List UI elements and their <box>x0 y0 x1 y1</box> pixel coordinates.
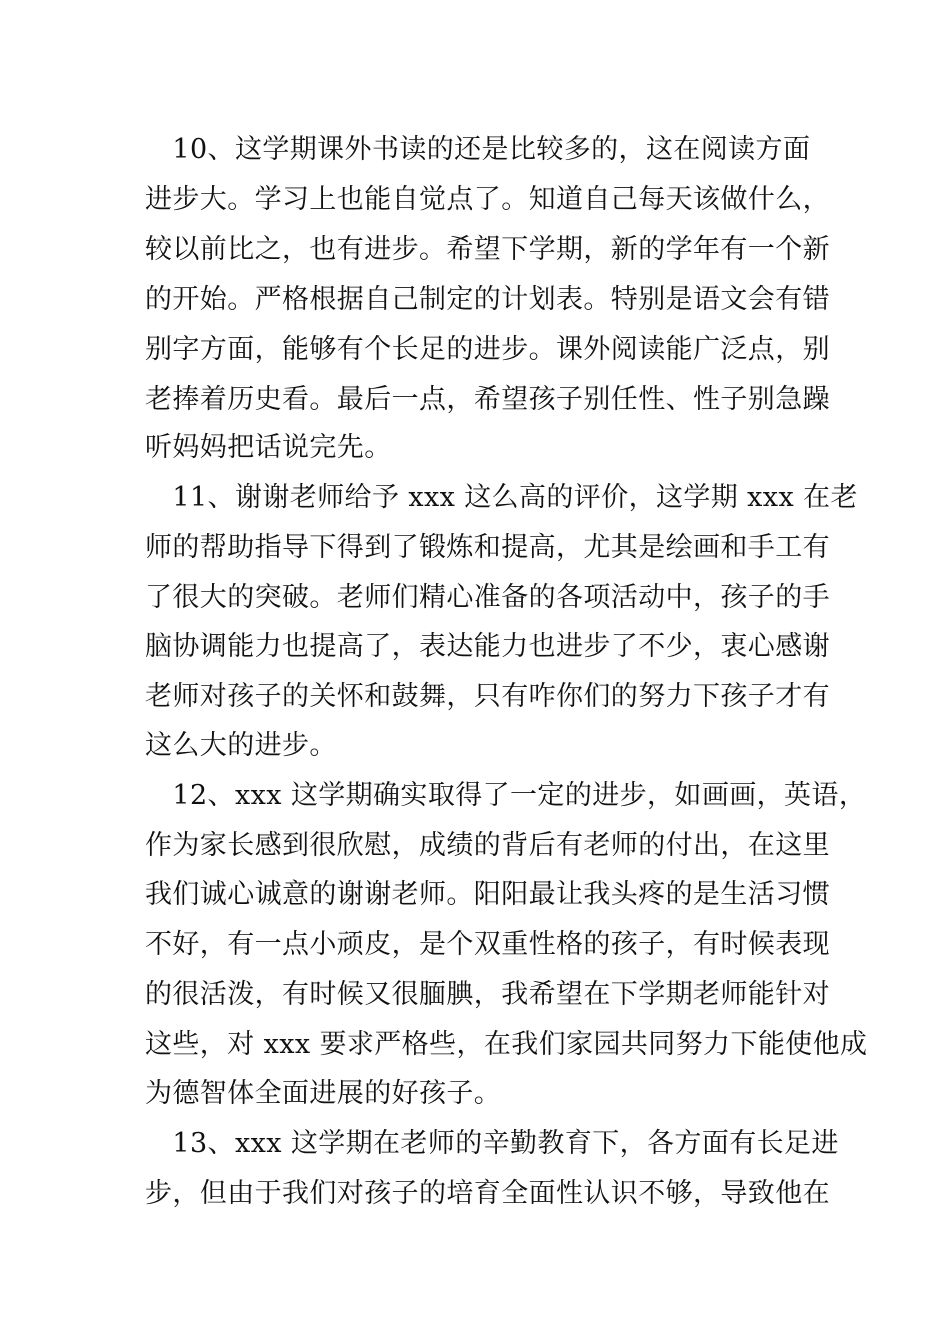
text-line: 10、这学期课外书读的还是比较多的，这在阅读方面 <box>145 134 811 165</box>
text-line: 进步大。学习上也能自觉点了。知道自己每天该做什么， <box>145 184 830 215</box>
text-line: 听妈妈把话说完先。 <box>145 432 392 463</box>
text-line: 老捧着历史看。最后一点，希望孩子别任性、性子别急躁 <box>145 384 830 415</box>
text-line: 不好，有一点小顽皮，是个双重性格的孩子，有时候表现 <box>145 929 830 960</box>
text-line: 别字方面，能够有个长足的进步。课外阅读能广泛点，别 <box>145 334 830 365</box>
text-line: 我们诚心诚意的谢谢老师。阳阳最让我头疼的是生活习惯 <box>145 879 830 910</box>
text-line: 为德智体全面进展的好孩子。 <box>145 1078 502 1109</box>
text-line: 11、谢谢老师给予 xxx 这么高的评价，这学期 xxx 在老 <box>145 482 858 513</box>
text-line: 这些，对 xxx 要求严格些，在我们家园共同努力下能使他成 <box>145 1029 868 1060</box>
text-line: 师的帮助指导下得到了锻炼和提高，尤其是绘画和手工有 <box>145 532 830 563</box>
text-line: 作为家长感到很欣慰，成绩的背后有老师的付出，在这里 <box>145 830 830 861</box>
text-line: 了很大的突破。老师们精心准备的各项活动中，孩子的手 <box>145 582 830 613</box>
text-line: 脑协调能力也提高了，表达能力也进步了不少，衷心感谢 <box>145 631 830 662</box>
text-line: 13、xxx 这学期在老师的辛勤教育下，各方面有长足进 <box>145 1128 839 1159</box>
text-line: 步，但由于我们对孩子的培育全面性认识不够，导致他在 <box>145 1178 830 1209</box>
text-line: 这么大的进步。 <box>145 730 337 761</box>
text-line: 较以前比之，也有进步。希望下学期，新的学年有一个新 <box>145 234 830 265</box>
text-line: 的很活泼，有时候又很腼腆，我希望在下学期老师能针对 <box>145 979 830 1010</box>
text-line: 12、xxx 这学期确实取得了一定的进步，如画画，英语， <box>145 780 867 811</box>
text-line: 的开始。严格根据自己制定的计划表。特别是语文会有错 <box>145 284 830 315</box>
text-line: 老师对孩子的关怀和鼓舞，只有咋你们的努力下孩子才有 <box>145 681 830 712</box>
